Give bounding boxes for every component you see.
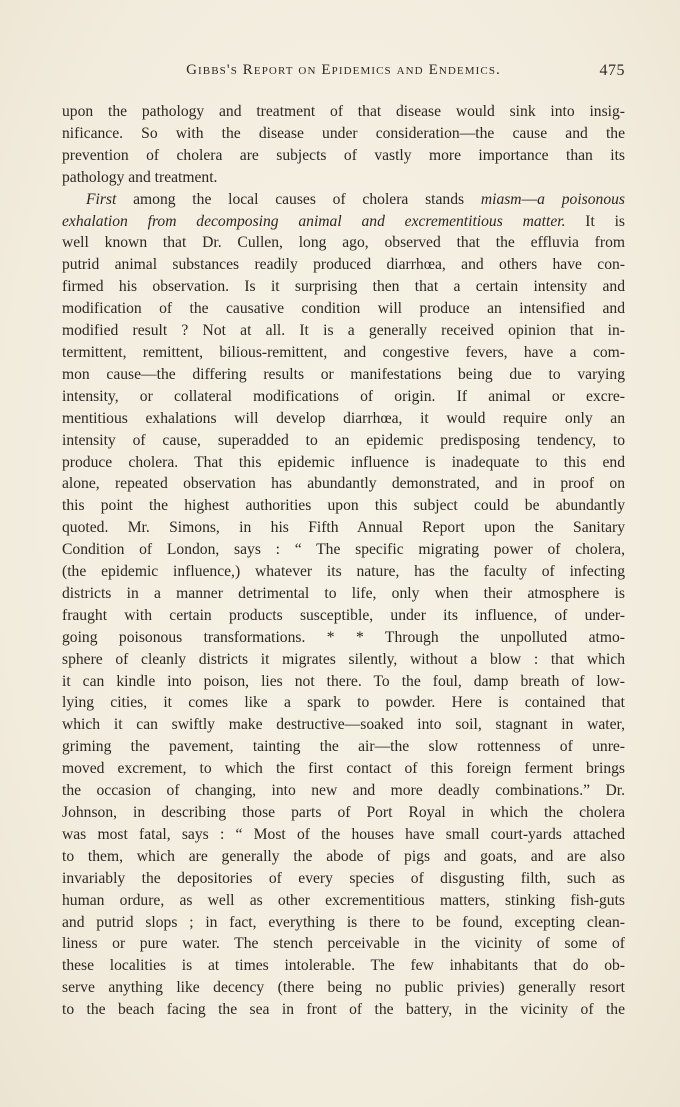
text-line (62, 780, 625, 802)
italic-text: a poisonous (537, 190, 625, 208)
text-segment: to them, which are generally the abode of pigs and goats, and are also (62, 847, 625, 865)
text-segment: — (521, 190, 538, 208)
text-line (62, 736, 625, 758)
text-line (62, 583, 625, 605)
text-segment: It is (565, 212, 625, 230)
italic-text: miasm (480, 190, 522, 208)
text-line (62, 123, 625, 145)
text-segment: firmed his observation. Is it surprising then that a certain intensity and (62, 278, 625, 296)
text-line (62, 714, 625, 736)
text-line (62, 167, 625, 189)
text-line (62, 627, 625, 649)
text-line (62, 824, 625, 846)
text-segment: lying cities, it comes like a spark to powder. Here is contained that (62, 694, 625, 712)
text-segment: putrid animal substances readily produced diarrhœa, and others have con- (62, 256, 625, 274)
text-line (62, 145, 625, 167)
text-line (62, 955, 625, 977)
text-segment: going poisonous transformations. * * Through the unpolluted atmo- (62, 628, 625, 646)
text-segment: was most fatal, says : “ Most of the houses have small court-yards attached (62, 825, 625, 843)
text-segment: districts in a manner detrimental to life, only when their atmosphere is (62, 584, 625, 602)
text-segment: quoted. Mr. Simons, in his Fifth Annual Report upon the Sanitary (62, 519, 625, 537)
text-segment: invariably the depositories of every species of disgusting filth, such as (62, 869, 625, 887)
text-segment: mentitious exhalations will develop diarrhœa, it would require only an (62, 409, 625, 427)
text-segment: serve anything like decency (there being no public privies) generally resort (62, 979, 625, 997)
body-text (62, 101, 625, 1021)
italic-text: First (86, 190, 117, 208)
text-segment: modified result ? Not at all. It is a generally received opinion that in- (62, 322, 625, 340)
text-line (62, 342, 625, 364)
text-segment: among the local causes of cholera stands (116, 190, 481, 208)
text-line (62, 495, 625, 517)
page-header (62, 62, 625, 82)
text-segment: prevention of cholera are subjects of vastly more importance than its (62, 146, 625, 164)
text-line (62, 298, 625, 320)
text-line (62, 692, 625, 714)
text-line (62, 232, 625, 254)
text-segment: intensity, or collateral modifications of origin. If animal or excre- (62, 387, 625, 405)
text-segment: modification of the causative condition will produce an intensified and (62, 300, 625, 318)
text-line (62, 912, 625, 934)
text-segment: mon cause—the differing results or manifestations being due to varying (62, 365, 625, 383)
text-line (62, 539, 625, 561)
text-segment: it can kindle into poison, lies not there. To the foul, damp breath of low- (62, 672, 625, 690)
text-line (62, 605, 625, 627)
text-line (62, 999, 625, 1021)
text-segment: well known that Dr. Cullen, long ago, observed that the effluvia from (62, 234, 625, 252)
text-line (62, 868, 625, 890)
text-segment: human ordure, as well as other excrementitious matters, stinking fish-guts (62, 891, 625, 909)
text-segment: Johnson, in describing those parts of Port Royal in which the cholera (62, 804, 625, 821)
text-segment: these localities is at times intolerable. The few inhabitants that do ob- (62, 957, 625, 975)
text-line (62, 758, 625, 780)
text-segment: moved excrement, to which the first contact of this foreign ferment brings (62, 760, 625, 778)
text-segment: and putrid slops ; in fact, everything is there to be found, excepting clean- (62, 913, 625, 931)
text-segment: this point the highest authorities upon this subject could be abundantly (62, 497, 625, 515)
text-line (62, 320, 625, 342)
text-segment: alone, repeated observation has abundantly demonstrated, and in proof on (62, 475, 625, 493)
text-line (62, 276, 625, 298)
text-line (62, 649, 625, 671)
text-line (62, 101, 625, 123)
text-segment: intensity of cause, superadded to an epidemic predisposing tendency, to (62, 431, 625, 449)
text-line (62, 430, 625, 452)
text-segment: termittent, remittent, bilious-remittent, and congestive fevers, have a com- (62, 343, 625, 361)
text-segment: the occasion of changing, into new and more deadly combinations.” Dr. (62, 782, 625, 800)
text-line (62, 211, 625, 233)
running-title: Gibbs's Report on Epidemics and Endemics. (186, 62, 501, 78)
text-line (62, 254, 625, 276)
text-segment: liness or pure water. The stench perceivable in the vicinity of some of (62, 935, 625, 953)
text-segment: which it can swiftly make destructive—soaked into soil, stagnant in water, (62, 716, 625, 734)
text-segment: to the beach facing the sea in front of the battery, in the vicinity of the (62, 1001, 625, 1019)
text-line (62, 890, 625, 912)
text-segment: (the epidemic influence,) whatever its nature, has the faculty of infecting (62, 563, 625, 581)
text-segment: upon the pathology and treatment of that disease would sink into insig- (62, 103, 625, 120)
text-line (62, 408, 625, 430)
text-line (62, 561, 625, 583)
text-line (62, 802, 625, 824)
text-segment: nificance. So with the disease under consideration—the cause and the (62, 124, 625, 142)
text-segment: fraught with certain products susceptible, under its influence, of under- (62, 606, 625, 624)
page-number: 475 (599, 62, 625, 79)
text-segment: sphere of cleanly districts it migrates silently, without a blow : that which (62, 650, 625, 668)
text-line (62, 517, 625, 539)
italic-text: exhalation from decomposing animal and excrementitious matter. (62, 212, 566, 230)
text-line (62, 933, 625, 955)
text-line (62, 189, 625, 211)
text-line (62, 364, 625, 386)
text-line (62, 671, 625, 693)
text-segment: Condition of London, says : “ The specific migrating power of cholera, (62, 541, 625, 559)
text-line (62, 386, 625, 408)
text-line (62, 473, 625, 495)
text-segment: pathology and treatment. (62, 168, 218, 186)
text-segment: produce cholera. That this epidemic influence is inadequate to this end (62, 453, 625, 471)
text-line (62, 977, 625, 999)
text-segment: griming the pavement, tainting the air—the slow rottenness of unre- (62, 738, 625, 756)
text-line (62, 452, 625, 474)
text-line (62, 846, 625, 868)
